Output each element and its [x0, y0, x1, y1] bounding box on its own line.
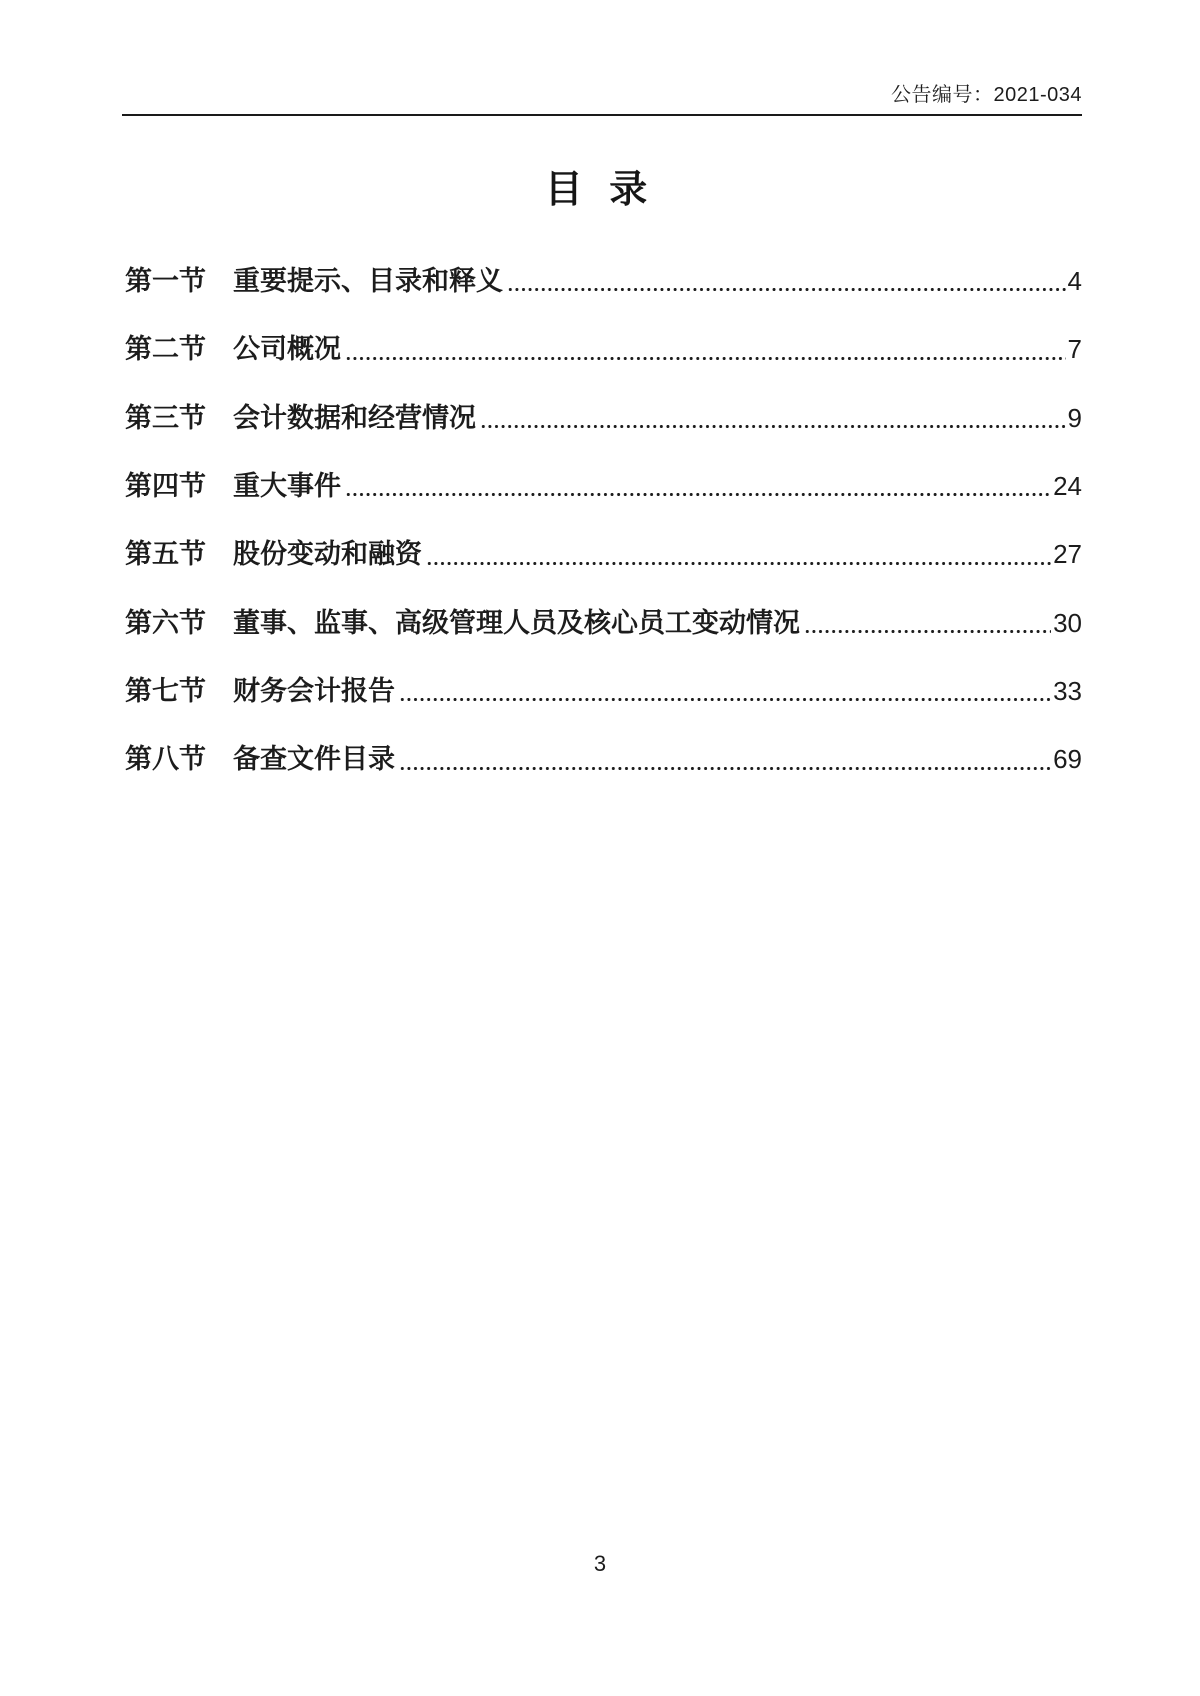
dot-leader: [345, 356, 1066, 361]
page-header: [122, 0, 1082, 116]
toc-entry[interactable]: [125, 540, 1082, 568]
toc-entry[interactable]: [125, 404, 1082, 432]
toc-title: 重要提示、目录和释义: [233, 266, 503, 296]
table-of-contents: [125, 267, 1082, 774]
dot-leader: [426, 561, 1051, 566]
toc-section-label: 第一节: [125, 266, 206, 296]
toc-section-label: 第四节: [125, 471, 206, 502]
footer-page-number: 3: [593, 1551, 607, 1576]
toc-entry[interactable]: [125, 472, 1082, 500]
toc-entry[interactable]: [125, 335, 1082, 363]
toc-entry[interactable]: [125, 677, 1082, 705]
toc-section-label: 第五节: [125, 539, 206, 570]
toc-section-label: 第八节: [125, 744, 206, 775]
toc-entry[interactable]: [125, 745, 1082, 773]
toc-title: 备查文件目录: [233, 744, 395, 775]
page-title: 目 录: [544, 169, 656, 211]
toc-entry[interactable]: [125, 267, 1082, 295]
toc-page-number: 33: [1053, 676, 1082, 707]
dot-leader: [399, 697, 1051, 702]
toc-section-label: 第二节: [125, 334, 206, 365]
toc-title: 股份变动和融资: [233, 539, 422, 570]
toc-title: 董事、监事、高级管理人员及核心员工变动情况: [233, 607, 800, 638]
toc-section-label: 第七节: [125, 676, 206, 707]
toc-entry[interactable]: [125, 609, 1082, 637]
dot-leader: [480, 424, 1066, 429]
dot-leader: [507, 287, 1066, 292]
toc-title: 重大事件: [233, 471, 341, 502]
toc-page-number: 4: [1067, 266, 1082, 297]
dot-leader: [804, 629, 1051, 634]
toc-section-label: 第六节: [125, 607, 206, 638]
toc-title: 财务会计报告: [233, 676, 395, 707]
toc-section-label: 第三节: [125, 402, 206, 433]
toc-page-number: 24: [1053, 471, 1082, 502]
announcement-number: 公告编号：2021-034: [890, 84, 1082, 106]
toc-title: 会计数据和经营情况: [233, 402, 476, 433]
toc-page-number: 9: [1067, 402, 1082, 433]
toc-page-number: 69: [1053, 744, 1082, 775]
dot-leader: [345, 492, 1051, 497]
dot-leader: [399, 766, 1051, 771]
toc-title: 公司概况: [233, 334, 341, 365]
toc-page-number: 30: [1053, 607, 1082, 638]
toc-page-number: 7: [1067, 334, 1082, 365]
toc-page-number: 27: [1053, 539, 1082, 570]
